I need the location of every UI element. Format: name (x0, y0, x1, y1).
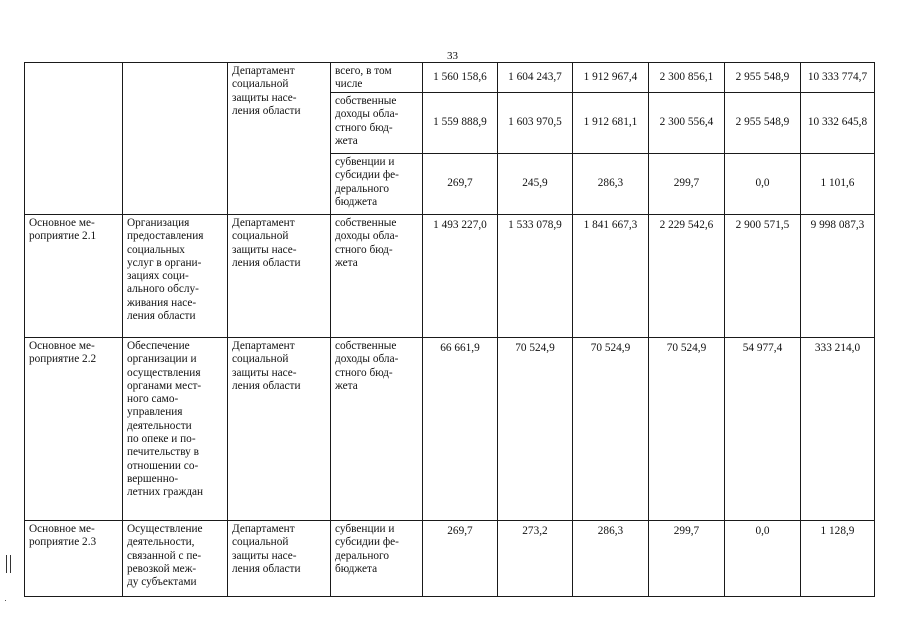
total-cell: 10 333 774,7 (801, 63, 875, 93)
total-cell: 10 332 645,8 (801, 93, 875, 154)
value-cell: 1 912 967,4 (573, 63, 649, 93)
description-cell: Обеспечение организации и осуществления органами мест- ного само- управления деятельности по опеке и по- печительству в отношении со- вершенно- летних граждан (123, 338, 228, 521)
value-cell: 2 900 571,5 (725, 215, 801, 338)
table-row (25, 63, 875, 93)
total-cell: 9 998 087,3 (801, 215, 875, 338)
total-cell: 1 101,6 (801, 154, 875, 215)
budget-table (24, 62, 875, 597)
source-cell: субвенции и субсидии фе- дерального бюджета (331, 154, 423, 215)
source-cell: собственные доходы обла- стного бюд- жета (331, 338, 423, 521)
executor-cell: Департамент социальной защиты насе- ления области (228, 521, 331, 597)
source-cell: субвенции и субсидии фе- дерального бюджета (331, 521, 423, 597)
value-cell: 66 661,9 (423, 338, 498, 521)
measure-cell: Основное ме- роприятие 2.2 (25, 338, 123, 521)
value-cell: 299,7 (649, 521, 725, 597)
value-cell: 70 524,9 (498, 338, 573, 521)
value-cell: 1 604 243,7 (498, 63, 573, 93)
total-cell: 1 128,9 (801, 521, 875, 597)
value-cell: 2 955 548,9 (725, 63, 801, 93)
value-cell: 286,3 (573, 154, 649, 215)
value-cell: 1 912 681,1 (573, 93, 649, 154)
value-cell: 2 300 856,1 (649, 63, 725, 93)
value-cell: 269,7 (423, 154, 498, 215)
value-cell: 1 560 158,6 (423, 63, 498, 93)
measure-cell: Основное ме- роприятие 2.1 (25, 215, 123, 338)
table-row (25, 338, 875, 521)
value-cell: 286,3 (573, 521, 649, 597)
value-cell: 70 524,9 (649, 338, 725, 521)
value-cell: 245,9 (498, 154, 573, 215)
value-cell: 1 841 667,3 (573, 215, 649, 338)
value-cell: 1 603 970,5 (498, 93, 573, 154)
value-cell: 70 524,9 (573, 338, 649, 521)
value-cell: 0,0 (725, 154, 801, 215)
measure-cell (25, 63, 123, 215)
value-cell: 2 229 542,6 (649, 215, 725, 338)
description-cell: Осуществление деятельности, связанной с пе- ревозкой меж- ду субъектами (123, 521, 228, 597)
description-cell (123, 63, 228, 215)
value-cell: 1 559 888,9 (423, 93, 498, 154)
source-cell: всего, в том числе (331, 63, 423, 93)
value-cell: 2 955 548,9 (725, 93, 801, 154)
executor-cell: Департамент социальной защиты насе- ления области (228, 63, 331, 215)
value-cell: 1 493 227,0 (423, 215, 498, 338)
value-cell: 299,7 (649, 154, 725, 215)
value-cell: 0,0 (725, 521, 801, 597)
total-cell: 333 214,0 (801, 338, 875, 521)
description-cell: Организация предоставления социальных услуг в органи- зациях соци- ального обслу- живания насе- ления области (123, 215, 228, 338)
page-number: 33 (447, 50, 458, 62)
source-cell: собственные доходы обла- стного бюд- жета (331, 215, 423, 338)
scan-margin-mark (6, 555, 11, 573)
value-cell: 273,2 (498, 521, 573, 597)
value-cell: 2 300 556,4 (649, 93, 725, 154)
source-cell: собственные доходы обла- стного бюд- жета (331, 93, 423, 154)
value-cell: 1 533 078,9 (498, 215, 573, 338)
value-cell: 269,7 (423, 521, 498, 597)
table-row (25, 215, 875, 338)
executor-cell: Департамент социальной защиты насе- ления области (228, 338, 331, 521)
executor-cell: Департамент социальной защиты насе- ления области (228, 215, 331, 338)
measure-cell: Основное ме- роприятие 2.3 (25, 521, 123, 597)
value-cell: 54 977,4 (725, 338, 801, 521)
scan-speck (5, 600, 6, 601)
table-row (25, 521, 875, 597)
